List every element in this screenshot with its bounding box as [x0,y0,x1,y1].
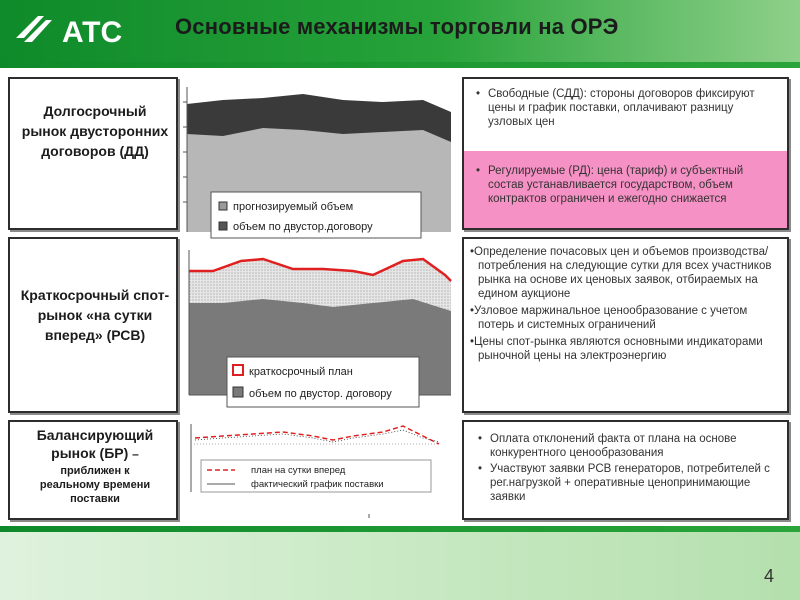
legend-bilateral-spot: объем по двустор. договору [249,388,392,400]
chart-long-term [183,82,455,240]
header-banner [0,0,800,62]
footer-band [0,532,800,600]
balancing-market-label: Балансирующий рынок (БР) – приближен к реальному времени поставки [36,427,154,505]
panel-spot-label [8,237,178,413]
spot-item-pricing: •Определение почасовых цен и объемов производства/потребления на следующие сутки для всех участников рынка на основе их ценовых заявок, отбираемых на едином аукционе [470,246,772,300]
spot-item-nodal: •Узловое маржинальное ценообразование с учетом потерь и системных ограничений [470,305,748,331]
legend-bilateral: объем по двустор.договору [233,221,373,233]
panel-balancing-label [8,420,178,520]
page-number: 4 [763,566,774,586]
legend-forecast: прогнозируемый объем [233,201,354,213]
item-free-contracts: • Свободные (СДД): стороны договоров фиксируют цены и график поставки, оплачивают разницу узловых цен [474,87,774,129]
chart-balancing [183,422,455,520]
long-term-market-label: Долгосрочный рынок двусторонних договоров (ДД) [21,103,169,159]
balancing-item-bids: • Участвуют заявки РСВ генераторов, потребителей с рег.нагрузкой + оперативные ценопринимающие заявки [476,462,776,504]
panel-long-term-label [8,77,178,230]
spot-market-label: Краткосрочный спот-рынок «на сутки вперед» (РСВ) [20,287,170,343]
page-title: Основные механизмы торговли на ОРЭ [175,14,619,39]
legend-short-plan: краткосрочный план [249,366,353,378]
spot-item-indicators: •Цены спот-рынка являются основными индикаторами рыночной цены на электроэнергию [470,336,763,362]
day-ahead-plan-line [195,426,439,444]
long-term-item-free [474,87,774,131]
balancing-item-deviations: • Оплата отклонений факта от плана на основе конкурентного ценообразования [476,432,776,460]
panel-spot-info [462,237,789,413]
chart-spot [183,245,455,413]
svg-text:АТС: АТС [62,16,123,49]
long-term-item-regulated [474,164,774,208]
header-divider [0,62,800,68]
spot-items [470,245,780,363]
panel-balancing-info [462,420,789,520]
legend-day-ahead: план на сутки вперед [251,465,346,476]
item-regulated-contracts: • Регулируемые (РД): цена (тариф) и субъектный состав устанавливается государством, объем контрактов ограничен и ежегодно снижается [474,164,774,206]
ats-logo [10,8,160,52]
balancing-items [476,432,776,506]
panel-long-term-info [462,77,789,230]
legend-actual: фактический график поставки [251,479,384,490]
